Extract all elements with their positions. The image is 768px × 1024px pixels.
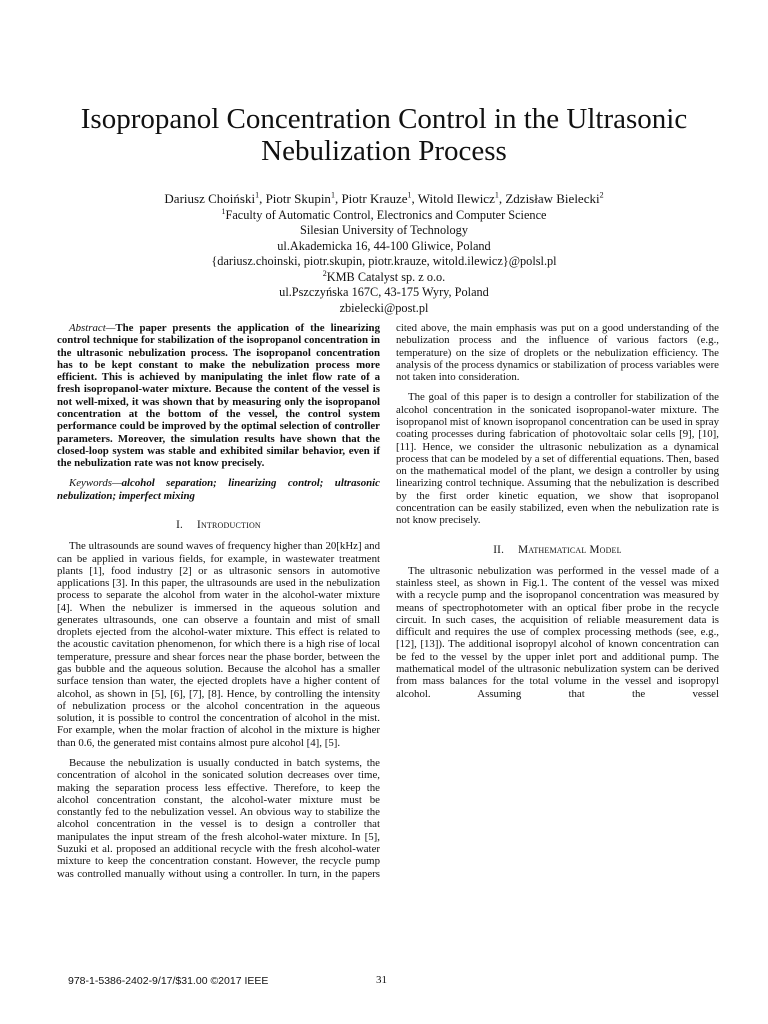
title-line-1: Isopropanol Concentration Control in the Ultrasonic: [80, 103, 688, 136]
keywords-text: alcohol separation; linearizing control; ultrasonic nebulization; imperfect mixing: [57, 477, 380, 502]
author-name: Dariusz Choiński: [164, 191, 256, 206]
intro-paragraph-2-continued: cited above, the main emphasis was put on a good understanding of the nebulization process and the influence of various factors (e.g., temperature) on the size of droplets or the nebulization efficiency. The analysis of the process dynamics or stabilization of process variables were not taken into consideration.: [396, 322, 719, 384]
right-column: [396, 322, 719, 700]
affiliation-marker: 2: [322, 268, 327, 278]
section-heading-mathematical-model: [396, 544, 719, 556]
affiliation-2-email: zbielecki@post.pl: [339, 300, 429, 315]
affiliation-marker: 2: [599, 190, 604, 200]
keywords-label: Keywords—: [69, 477, 122, 490]
title-line-2: Nebulization Process: [261, 135, 507, 168]
section-number: II.: [493, 543, 505, 556]
affiliation-marker: 1: [494, 190, 499, 200]
section-title: Introduction: [197, 518, 261, 531]
affiliation-marker: 1: [221, 206, 226, 216]
intro-paragraph-3: The goal of this paper is to design a controller for stabilization of the alcohol concentration in the sonicated isopropanol-water mixture. The isopropanol mist of known isopropanol concentration can be used in spray coating processes during fabrication of photovoltaic solar cells [9], [10], [11]. Hence, we consider the ultrasonic nebulization as a dynamical process that can be modeled by a set of differential equations. Then, based on the mathematical model of the plant, we design a controller by using linearizing control technique. Assuming that the nebulization is described by the first order kinetic equation, we show that isopropanol concentration can be easily stabilized, even when the nebulization rate is not know precisely.: [396, 391, 719, 527]
affiliation-1-address: ul.Akademicka 16, 44-100 Gliwice, Poland: [277, 238, 491, 253]
affiliation-text: Faculty of Automatic Control, Electronics and Computer Science: [225, 207, 547, 222]
section-heading-introduction: [57, 519, 380, 531]
paper-title: [30, 103, 738, 167]
page-number: 31: [376, 974, 387, 986]
abstract-label: Abstract—: [69, 322, 116, 334]
model-paragraph-1: The ultrasonic nebulization was performed in the vessel made of a stainless steel, as shown in Fig.1. The content of the vessel was mixed with a recycle pump and the isopropanol concentration was measured by means of spectrophotometer with an optical fiber probe in the recycle circuit. In such cases, the acquisition of reliable measurement data is difficult and requires the use of complex processing methods (see, e.g., [12], [13]). The additional isopropyl alcohol of known concentration can be fed to the vessel by the upper inlet port and additional pump. The mathematical model of the ultrasonic nebulization system can be derived from mass balances for the total volume in the vessel and isopropyl alcohol. Assuming that the vessel: [396, 564, 719, 700]
section-number: I.: [176, 518, 184, 531]
footer-isbn: 978-1-5386-2402-9/17/$31.00 ©2017 IEEE: [68, 975, 269, 987]
affiliation-1-name: [60, 208, 708, 224]
abstract-text: The paper presents the application of the linearizing control technique for stabilization of the isopropanol concentration in the ultrasonic nebulization process. The isopropanol concentration has to be kept constant to make the nebulization process more efficient. This is achieved by manipulating the inlet flow rate of a fresh isopropanol-water mixture. Because the content of the vessel is not well-mixed, it was shown that by measuring only the isopropanol concentration at the bottom of the vessel, the control system performance could be improved by the optimal selection of controller parameters. Moreover, the simulation results have shown that the closed-loop system was stable and exhibited similar behavior, even if the nebulization rate was not know precisely.: [57, 322, 380, 470]
author-name: Piotr Skupin: [265, 191, 331, 206]
keywords: [57, 477, 380, 502]
affiliation-2-name: [60, 270, 708, 286]
affiliation-marker: 1: [330, 190, 335, 200]
affiliation-text: KMB Catalyst sp. z o.o.: [326, 269, 446, 284]
abstract: [57, 322, 380, 469]
intro-paragraph-2: Because the nebulization is usually conducted in batch systems, the concentration of alcohol in the sonicated solution decreases over time, making the separation process less effective. Therefore, to keep the alcohol concentration constant, the alcohol-water mixture must be constantly fed to the nebulization vessel. An obvious way to stabilize the alcohol concentration in the vessel is to design a controller that manipulates the input stream of the fresh alcohol-water mixture. In [5], Suzuki et al. proposed an additional recycle with the fresh alcohol-water mixture to keep the concentration constant. However, the recycle pump was controlled manually without using a controller. In turn, in the papers: [57, 757, 380, 880]
author-name: Piotr Krauze: [341, 191, 408, 206]
author-block: [60, 191, 708, 316]
author-names: Dariusz Choiński$^1$, Piotr Skupin$^1$, Piotr Krauze$^1$, Witold Ilewicz$^1$, Zdzisław Bielecki$^2$: [164, 190, 604, 206]
author-name: Zdzisław Bielecki: [505, 191, 600, 206]
affiliation-2-address: ul.Pszczyńska 167C, 43-175 Wyry, Poland: [279, 285, 489, 299]
left-column: [57, 322, 380, 880]
section-title: Mathematical Model: [518, 543, 622, 556]
intro-paragraph-1: The ultrasounds are sound waves of frequency higher than 20[kHz] and can be applied in various fields, for example, in wastewater treatment plants [1], food industry [2] or as ultrasonic sensors in automotive applications [3]. In this paper, the ultrasounds are used in the nebulization process to separate the alcohol from water in the alcohol-water mixture [4]. When the nebulizer is immersed in the aqueous solution and generates ultrasounds, one can observe a fountain and mist of small droplets ejected from the alcohol-water mixture. This effect is related to the acoustic cavitation phenomenon, for which there is a high rise of local temperature, pressure and shear forces near the phase border, between the gas bubble and the aqueous solution. Because the alcohol has a smaller surface tension than water, the ejected droplets have a higher content of alcohol, as shown in [5], [6], [7], [8]. Hence, by controlling the intensity of nebulization process or the alcohol concentration in the aqueous solution, it is possible to control the concentration of alcohol in the mist. For example, when the molar fraction of alcohol in the mixture is higher than 0.6, the generated mist contains almost pure alcohol [4], [5].: [57, 540, 380, 749]
affiliation-1-university: Silesian University of Technology: [300, 223, 468, 237]
author-name: Witold Ilewicz: [417, 191, 495, 206]
affiliation-1-emails: {dariusz.choinski, piotr.skupin, piotr.krauze, witold.ilewicz}@polsl.pl: [211, 254, 557, 268]
affiliation-marker: 1: [407, 190, 412, 200]
affiliation-marker: 1: [255, 190, 260, 200]
